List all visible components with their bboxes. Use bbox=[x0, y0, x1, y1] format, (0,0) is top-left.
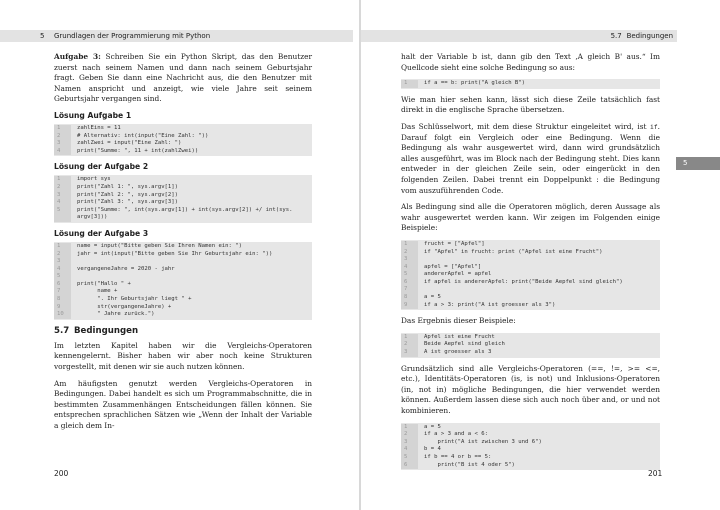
line-number: 1 bbox=[401, 241, 418, 249]
line-number: 2 bbox=[401, 341, 418, 349]
right-page bbox=[361, 0, 720, 510]
code-line bbox=[54, 214, 312, 222]
section-title-header: Bedingungen bbox=[626, 32, 673, 40]
code-line bbox=[54, 176, 312, 184]
code-text: print("B ist 4 oder 5") bbox=[424, 461, 515, 468]
line-number: 1 bbox=[401, 80, 418, 88]
code-text: print("Zahl 1: ", sys.argv[1]) bbox=[77, 183, 179, 190]
code-line bbox=[401, 439, 660, 447]
line-number: 3 bbox=[401, 439, 418, 447]
code-text: a = 5 bbox=[424, 423, 441, 430]
code-line bbox=[401, 424, 660, 432]
code-line bbox=[54, 140, 312, 148]
line-number: 1 bbox=[401, 424, 418, 432]
code-text: name + bbox=[77, 288, 118, 295]
line-number: 4 bbox=[54, 199, 71, 207]
code-line bbox=[54, 148, 312, 156]
paragraph-translation: Wie man hier sehen kann, lässt sich diese Zeile tatsächlich fast direkt in die englische Sprache übersetzen. bbox=[401, 94, 660, 115]
code-line bbox=[54, 184, 312, 192]
section-paragraph-1: Im letzten Kapitel haben wir die Vergleichs-Operatoren kennengelernt. Bisher haben wir aber noch keine Strukturen vorgestellt, mit denen wir sie auch nutzen können. bbox=[54, 340, 312, 372]
line-number: 3 bbox=[401, 256, 418, 264]
paragraph-combine: Grundsätzlich sind alle Vergleichs-Operatoren (==, !=, >= <=, etc.), Identitäts-Operatoren (is, is not) und Inklusions-Operatoren (in, not in) mögliche Bedingungen, die hier verwendet werden können. Außerdem lassen diese sich auch noch über and, or und not kombinieren. bbox=[401, 363, 660, 415]
code-text: print("Hallo " + bbox=[77, 280, 131, 287]
running-header-right bbox=[361, 30, 677, 42]
code-line bbox=[401, 294, 660, 302]
keyword-text-2: . Darauf folgt ein Vergleich oder eine Bedingung. Wenn die Bedingung als wahr ausgewertet wird, dann wird grundsätzlich alles ausgeführt, was im Block nach der Bedingung steht. Dies kann entweder in der gleichen Zeile sein, oder eingerückt in den folgenden Zeilen. Dabei trennt ein Doppelpunkt : die Bedingung vom auszuführenden Code. bbox=[401, 121, 660, 195]
code-text: A ist groesser als 3 bbox=[424, 349, 492, 356]
section-paragraph-2: Am häufigsten genutzt werden Vergleichs-Operatoren in Bedingungen. Dabei handelt es sich um Programmabschnitte, die in bestimmten Zusammenhängen Entscheidungen fällen können. Sie entsprechen sprachlichen Sätzen wie „Wenn der Inhalt der Variable a gleich dem In- bbox=[54, 378, 312, 430]
line-number: 5 bbox=[401, 271, 418, 279]
code-line bbox=[54, 304, 312, 312]
code-line bbox=[54, 199, 312, 207]
code-text: print("Zahl 3: ", sys.argv[3]) bbox=[77, 199, 179, 206]
line-number: 1 bbox=[401, 334, 418, 342]
combined-conditions-code bbox=[401, 423, 660, 471]
code-text: str(vergangeneJahre) + bbox=[77, 303, 172, 310]
code-text: argv[3])) bbox=[77, 214, 108, 221]
page-number-left: 200 bbox=[54, 469, 69, 478]
continued-paragraph: halt der Variable b ist, dann gib den Text ‚A gleich B' aus.“ Im Quellcode sieht eine solche Bedingung so aus: bbox=[401, 52, 660, 72]
code-line bbox=[54, 207, 312, 215]
result-output-code bbox=[401, 333, 660, 358]
code-line bbox=[54, 288, 312, 296]
code-text: vergangeneJahre = 2020 - jahr bbox=[77, 265, 175, 272]
code-text: print("A ist zwischen 3 und 6") bbox=[424, 438, 542, 445]
line-number: 1 bbox=[54, 243, 71, 251]
code-line bbox=[54, 311, 312, 319]
code-text: print("Zahl 2: ", sys.argv[2]) bbox=[77, 191, 179, 198]
line-number: 3 bbox=[54, 258, 71, 266]
code-text: apfel = ["Apfel"] bbox=[424, 263, 482, 270]
code-text: a = 5 bbox=[424, 294, 441, 301]
line-number: 4 bbox=[401, 264, 418, 272]
code-line bbox=[401, 349, 660, 357]
line-number: 6 bbox=[401, 279, 418, 287]
section-number-header: 5.7 bbox=[610, 32, 622, 40]
line-number: 9 bbox=[54, 304, 71, 312]
left-content bbox=[54, 52, 312, 438]
line-number bbox=[54, 214, 71, 222]
line-number: 3 bbox=[54, 192, 71, 200]
line-number: 7 bbox=[54, 288, 71, 296]
line-number: 2 bbox=[54, 251, 71, 259]
examples-code bbox=[401, 240, 660, 310]
paragraph-result: Das Ergebnis dieser Beispiele: bbox=[401, 316, 516, 326]
code-text: Apfel ist eine Frucht bbox=[424, 333, 495, 340]
chapter-number: 5 bbox=[40, 32, 45, 40]
code-text: print("Summe: ", int(sys.argv[1]) + int(sys.argv[2]) +/ int(sys. bbox=[77, 206, 293, 213]
code-text: b = 4 bbox=[424, 446, 441, 453]
section-number: 5.7 bbox=[54, 325, 70, 336]
keyword-text-1: Das Schlüsselwort, mit dem diese Struktur eingeleitet wird, ist bbox=[401, 121, 650, 131]
line-number: 1 bbox=[54, 176, 71, 184]
code-line bbox=[401, 334, 660, 342]
running-header bbox=[0, 30, 353, 42]
code-line bbox=[401, 271, 660, 279]
code-text: if b == 4 or b == 5: bbox=[424, 453, 492, 460]
task-label: Aufgabe 3: bbox=[54, 52, 101, 61]
keyword-if: if bbox=[649, 122, 658, 131]
solution-2-heading: Lösung der Aufgabe 2 bbox=[54, 162, 149, 172]
line-number: 4 bbox=[54, 266, 71, 274]
left-page bbox=[0, 0, 359, 510]
line-number: 1 bbox=[54, 125, 71, 133]
code-line bbox=[54, 243, 312, 251]
line-number: 6 bbox=[401, 462, 418, 470]
section-title: Bedingungen bbox=[74, 325, 139, 336]
chapter-title: Grundlagen der Programmierung mit Python bbox=[54, 32, 211, 40]
code-text: if a == b: print("A gleich B") bbox=[424, 80, 526, 87]
line-number: 8 bbox=[401, 294, 418, 302]
solution-1-code bbox=[54, 124, 312, 156]
code-line bbox=[54, 251, 312, 259]
code-text: if a > 3 and a < 6: bbox=[424, 431, 488, 438]
code-line bbox=[401, 256, 660, 264]
section-heading bbox=[54, 326, 312, 337]
line-number: 2 bbox=[401, 431, 418, 439]
code-line bbox=[401, 241, 660, 249]
code-text: if a > 3: print("A ist groesser als 3") bbox=[424, 301, 556, 308]
line-number: 2 bbox=[54, 133, 71, 141]
line-number: 8 bbox=[54, 296, 71, 304]
line-number: 3 bbox=[54, 140, 71, 148]
right-content bbox=[401, 52, 663, 478]
page-number-right: 201 bbox=[648, 469, 663, 478]
line-number: 9 bbox=[401, 302, 418, 310]
code-text: ". Ihr Geburtsjahr liegt " + bbox=[77, 296, 192, 303]
code-line bbox=[54, 281, 312, 289]
line-number: 2 bbox=[54, 184, 71, 192]
code-text: " Jahre zurück.") bbox=[77, 311, 155, 318]
code-line bbox=[401, 454, 660, 462]
code-line bbox=[401, 341, 660, 349]
code-line bbox=[54, 125, 312, 133]
code-line bbox=[401, 264, 660, 272]
code-line bbox=[401, 279, 660, 287]
solution-3-heading: Lösung der Aufgabe 3 bbox=[54, 228, 149, 238]
code-line bbox=[401, 286, 660, 294]
line-number: 5 bbox=[401, 454, 418, 462]
code-line bbox=[401, 302, 660, 310]
code-line bbox=[54, 192, 312, 200]
code-text: if apfel is andererApfel: print("Beide Aepfel sind gleich") bbox=[424, 278, 623, 285]
code-line bbox=[401, 462, 660, 470]
code-line bbox=[54, 296, 312, 304]
line-number: 4 bbox=[401, 446, 418, 454]
solution-2-code bbox=[54, 175, 312, 223]
code-line bbox=[54, 258, 312, 266]
code-text: if "Apfel" in frucht: print ("Apfel ist eine Frucht") bbox=[424, 248, 603, 255]
code-text: andererApfel = apfel bbox=[424, 271, 492, 278]
line-number: 3 bbox=[401, 349, 418, 357]
code-text: frucht = ["Apfel"] bbox=[424, 240, 485, 247]
code-text: name = input("Bitte geben Sie Ihren Namen ein: ") bbox=[77, 242, 243, 249]
code-text: zahlZwei = input("Eine Zahl: ") bbox=[77, 140, 182, 147]
code-line bbox=[401, 446, 660, 454]
line-number: 5 bbox=[54, 273, 71, 281]
line-number: 2 bbox=[401, 249, 418, 257]
code-text: import sys bbox=[77, 176, 111, 183]
code-text: print("Summe: ", 11 + int(zahlZwei)) bbox=[77, 147, 199, 154]
code-text: Beide Aepfel sind gleich bbox=[424, 341, 505, 348]
paragraph-keyword bbox=[401, 122, 660, 196]
task-paragraph bbox=[54, 52, 312, 105]
code-line bbox=[54, 273, 312, 281]
line-number: 6 bbox=[54, 281, 71, 289]
code-text: # Alternativ: int(input("Eine Zahl: ")) bbox=[77, 132, 209, 139]
solution-1-heading: Lösung Aufgabe 1 bbox=[54, 110, 132, 120]
code-line bbox=[54, 266, 312, 274]
line-number: 10 bbox=[54, 311, 71, 319]
code-text: zahlEins = 11 bbox=[77, 124, 121, 131]
chapter-thumb-tab: 5 bbox=[676, 157, 720, 170]
task-text: Schreiben Sie ein Python Skript, das den Benutzer zuerst nach seinem Namen und dann nach seinem Geburtsjahr fragt. Geben Sie dann eine Nachricht aus, die den Benutzer mit Namen anspricht und anzeigt, wie viele Jahre seit seinem Geburtsjahr vergangen sind. bbox=[54, 52, 313, 104]
if-example-code bbox=[401, 79, 660, 89]
line-number: 5 bbox=[54, 207, 71, 215]
code-line bbox=[401, 431, 660, 439]
code-line bbox=[401, 249, 660, 257]
code-text: jahr = int(input("Bitte geben Sie Ihr Geburtsjahr ein: ")) bbox=[77, 250, 273, 257]
line-number: 7 bbox=[401, 286, 418, 294]
code-line bbox=[401, 80, 660, 88]
code-line bbox=[54, 133, 312, 141]
paragraph-operators: Als Bedingung sind alle die Operatoren möglich, deren Aussage als wahr ausgewertet werden kann. Wir zeigen im Folgenden einige Beispiele: bbox=[401, 202, 660, 233]
solution-3-code bbox=[54, 242, 312, 320]
line-number: 4 bbox=[54, 148, 71, 156]
